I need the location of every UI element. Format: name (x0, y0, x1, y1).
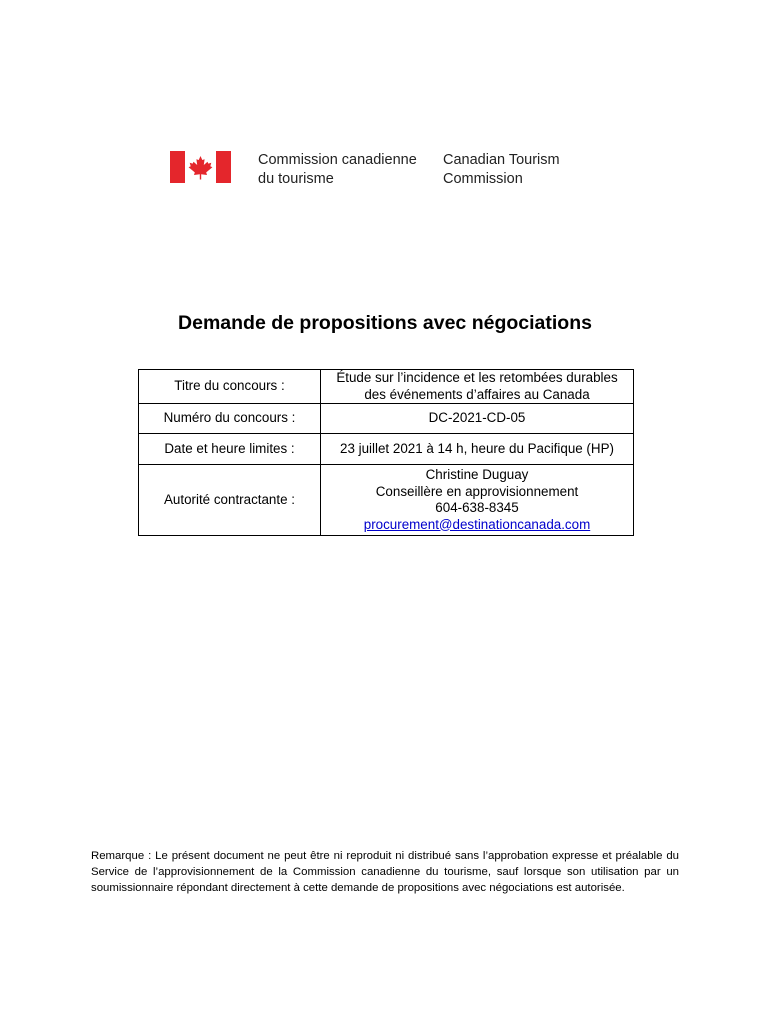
value-line: des événements d’affaires au Canada (364, 386, 590, 402)
table-row (139, 404, 634, 434)
row-label: Autorité contractante : (139, 465, 321, 536)
contact-email-link[interactable]: procurement@destinationcanada.com (363, 516, 591, 532)
table-row (139, 434, 634, 465)
canada-flag-icon (170, 151, 231, 183)
remark-paragraph: Remarque : Le présent document ne peut être ni reproduit ni distribué sans l’approbation expresse et préalable du Service de l’approvisionnement de la Commission canadienne du tourisme, sauf lorsque son utilisation par un soumissionnaire répondant directement à cette demande de propositions avec négociations est autorisée. (91, 850, 679, 894)
org-name-english-line2: Commission (443, 171, 523, 187)
org-name-french-line2: du tourisme (258, 171, 334, 187)
contact-phone: 604-638-8345 (435, 500, 519, 515)
org-name-french-line1: Commission canadienne (258, 152, 417, 168)
org-name-english-line1: Canadian Tourism (443, 152, 560, 168)
org-name-english (443, 151, 560, 189)
table-row (139, 465, 634, 536)
row-value (321, 465, 634, 536)
contact-role: Conseillère en approvisionnement (375, 483, 579, 499)
row-value: DC-2021-CD-05 (321, 404, 634, 434)
org-name-french (258, 151, 417, 189)
row-label: Titre du concours : (139, 370, 321, 404)
row-label: Date et heure limites : (139, 434, 321, 465)
tender-info-table (138, 369, 634, 536)
contact-name: Christine Duguay (425, 467, 529, 482)
row-value (321, 370, 634, 404)
value-line: Étude sur l’incidence et les retombées durables (336, 370, 618, 385)
row-label: Numéro du concours : (139, 404, 321, 434)
document-title: Demande de propositions avec négociations (178, 312, 592, 334)
row-value: 23 juillet 2021 à 14 h, heure du Pacifique (HP) (321, 434, 634, 465)
table-row (139, 370, 634, 404)
ctc-logo (170, 151, 590, 185)
